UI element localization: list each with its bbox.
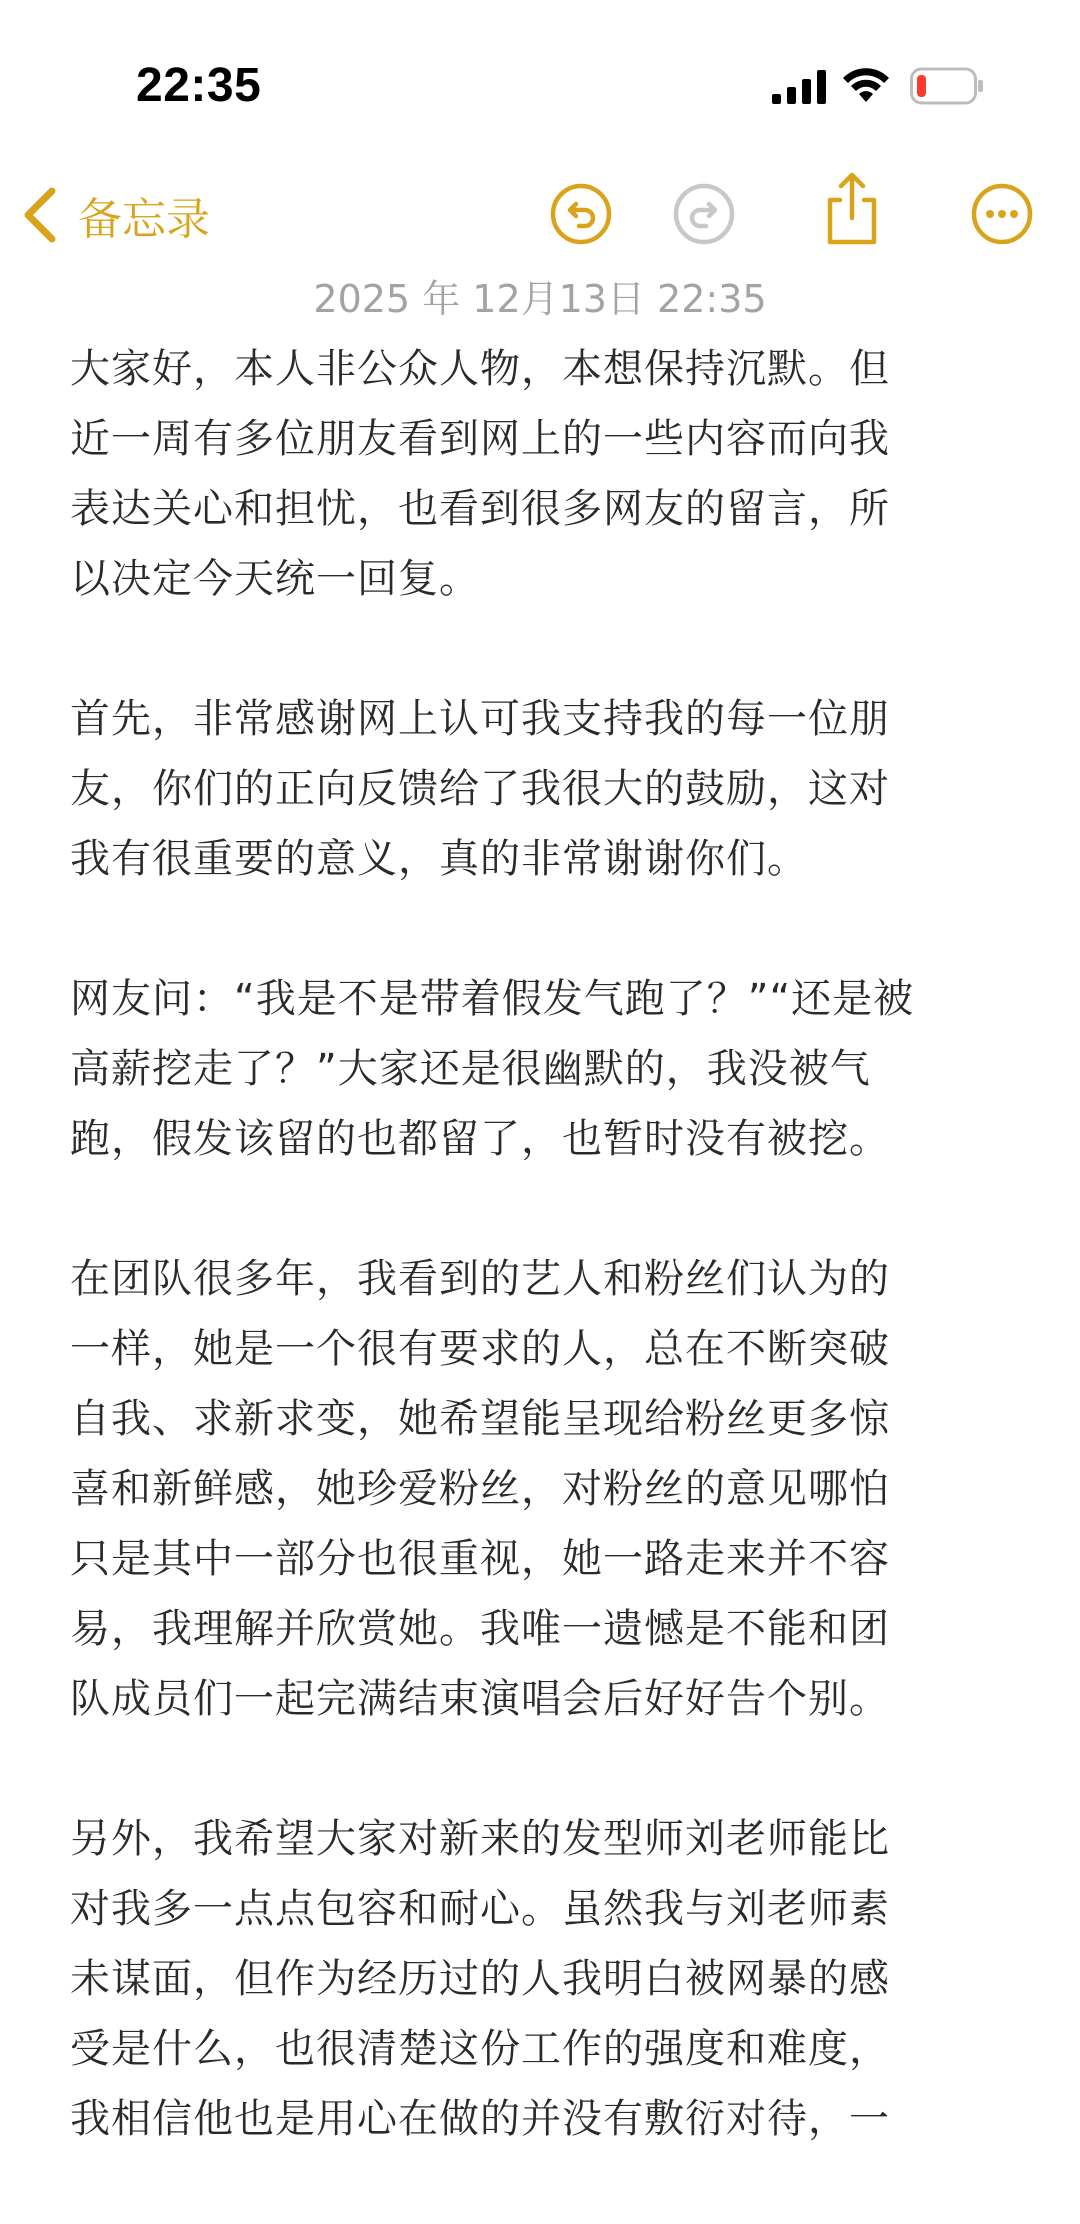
back-button[interactable] [20,180,210,250]
note-paragraph[interactable]: 首先，非常感谢网上认可我支持我的每一位朋 友，你们的正向反馈给了我很大的鼓励，这对 我有很重要的意义，真的非常谢谢你们。 [70,696,890,882]
note-paragraph[interactable]: 在团队很多年，我看到的艺人和粉丝们认为的 一样，她是一个很有要求的人，总在不断突破 自我、求新求变，她希望能呈现给粉丝更多惊 喜和新鲜感，她珍爱粉丝，对粉丝的意见哪怕 只是其中一部分也很重视，她一路走来并不容 易，我理解并欣赏她。我唯一遗憾是不能和团 队成员们一起完满结束演唱会后好好告个别。 [70,1256,890,1722]
share-button[interactable] [820,170,884,246]
share-icon [820,170,884,246]
status-bar [0,0,1080,150]
redo-icon [672,182,736,246]
signal-icon [772,70,828,104]
redo-button[interactable] [672,182,736,246]
undo-button[interactable] [549,182,613,246]
battery-icon [910,66,984,106]
more-button[interactable] [970,182,1034,246]
status-time: 22:35 [136,59,262,112]
back-label: 备忘录 [78,194,210,245]
chevron-left-icon [20,185,60,245]
wifi-icon [842,68,890,104]
note-body[interactable] [70,334,1030,2224]
note-paragraph[interactable]: 大家好，本人非公众人物，本想保持沉默。但 近一周有多位朋友看到网上的一些内容而向我 表达关心和担忧，也看到很多网友的留言，所 以决定今天统一回复。 [70,346,890,602]
note-date: 2025 年 12月13日 22:35 [313,277,767,321]
more-icon [970,182,1034,246]
note-paragraph[interactable]: 另外，我希望大家对新来的发型师刘老师能比 对我多一点点包容和耐心。虽然我与刘老师素 未谋面，但作为经历过的人我明白被网暴的感 受是什么，也很清楚这份工作的强度和难度， 我相信他也是用心在做的并没有敷衍对待，一 [70,1816,890,2142]
undo-icon [549,182,613,246]
nav-bar [0,160,1080,270]
note-paragraph[interactable]: 网友问：“我是不是带着假发气跑了？”“还是被 高薪挖走了？”大家还是很幽默的，我没被气 跑，假发该留的也都留了，也暂时没有被挖。 [70,976,915,1162]
